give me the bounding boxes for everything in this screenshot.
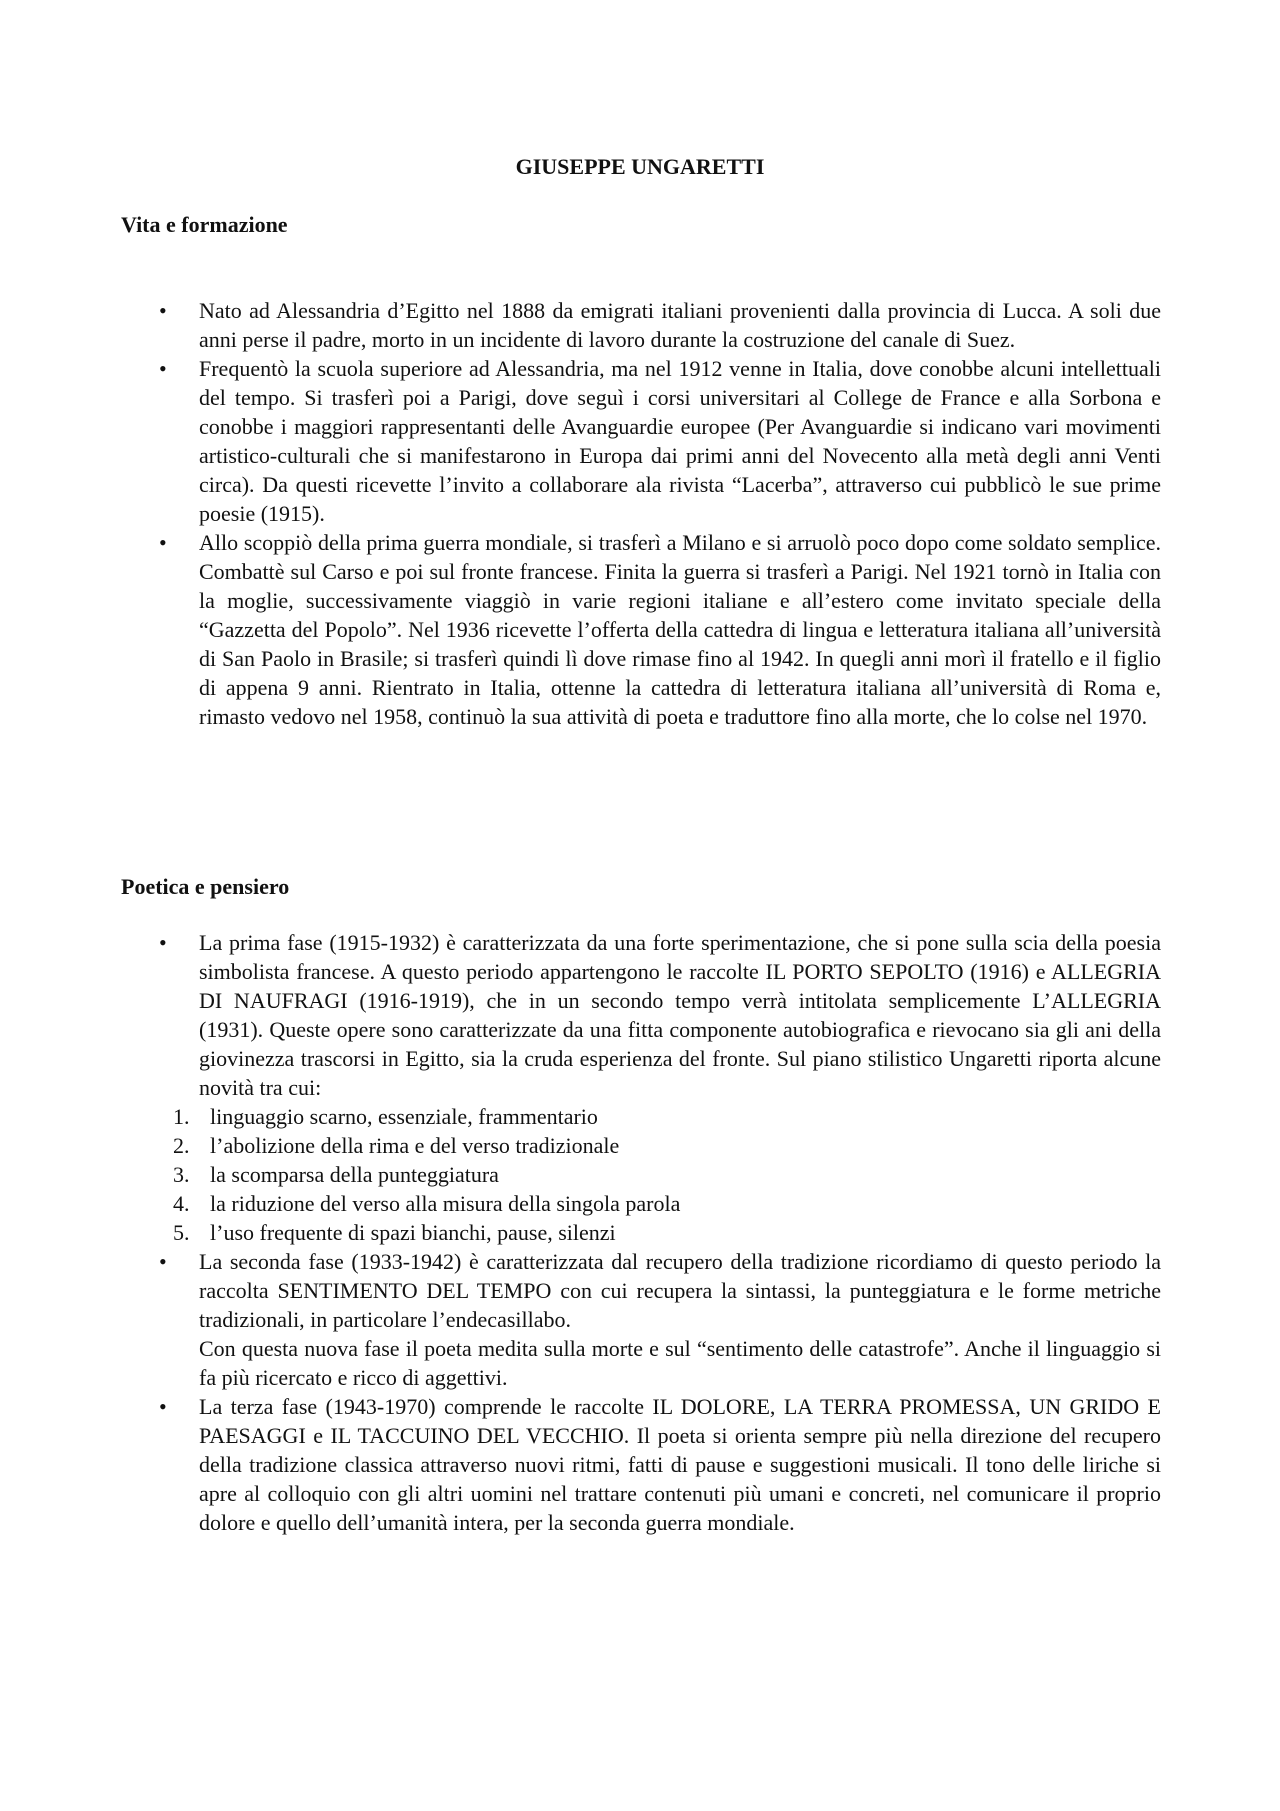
section-poetica-list — [121, 928, 1161, 1537]
list-item — [121, 528, 1161, 731]
numbered-item-text: l’abolizione della rima e del verso tradizionale — [210, 1133, 620, 1158]
list-item — [121, 1247, 1161, 1334]
numbered-item-text: la scomparsa della punteggiatura — [210, 1162, 499, 1187]
bullet-icon: • — [159, 298, 167, 323]
bullet-icon: • — [159, 1394, 167, 1419]
numbered-item — [121, 1218, 1161, 1247]
list-item — [121, 296, 1161, 354]
bullet-icon: • — [159, 356, 167, 381]
item-number: 1. — [173, 1104, 190, 1129]
list-item-continuation-text: Con questa nuova fase il poeta medita sulla morte e sul “sentimento delle catastrofe”. Anche il linguaggio si fa più ricercato e ricco di aggettivi. — [199, 1336, 1161, 1390]
list-item — [121, 354, 1161, 528]
list-item-text: La seconda fase (1933-1942) è caratterizzata dal recupero della tradizione ricordiamo di questo periodo la raccolta SENTIMENTO DEL TEMPO con cui recupera la sintassi, la punteggiatura e le forme metriche tradizionali, in particolare l’endecasillabo. — [199, 1249, 1161, 1332]
bullet-icon: • — [159, 530, 167, 555]
section-heading-vita: Vita e formazione — [121, 212, 288, 237]
item-number: 4. — [173, 1191, 190, 1216]
list-item — [121, 1392, 1161, 1537]
item-number: 3. — [173, 1162, 190, 1187]
list-item-text: La prima fase (1915-1932) è caratterizzata da una forte sperimentazione, che si pone sulla scia della poesia simbolista francese. A questo periodo appartengono le raccolte IL PORTO SEPOLTO (1916) e ALLEGRIA DI NAUFRAGI (1916-1919), che in un secondo tempo verrà intitolata semplicemente L’ALLEGRIA (1931). Queste opere sono caratterizzate da una fitta componente autobiografica e rievocano sia gli ani della giovinezza trascorsi in Egitto, sia la cruda esperienza del fronte. Sul piano stilistico Ungaretti riporta alcune novità tra cui: — [199, 930, 1161, 1100]
numbered-item-text: linguaggio scarno, essenziale, frammentario — [210, 1104, 598, 1129]
numbered-item-text: l’uso frequente di spazi bianchi, pause, silenzi — [210, 1220, 616, 1245]
section-vita-list — [121, 296, 1161, 731]
list-item-text: La terza fase (1943-1970) comprende le raccolte IL DOLORE, LA TERRA PROMESSA, UN GRIDO E PAESAGGI e IL TACCUINO DEL VECCHIO. Il poeta si orienta sempre più nella direzione del recupero della tradizione classica attraverso nuovi ritmi, fatti di pause e suggestioni musicali. Il tono delle liriche si apre al colloquio con gli altri uomini nel trattare contenuti più umani e concreti, nel comunicare il proprio dolore e quello dell’umanità intera, per la seconda guerra mondiale. — [199, 1394, 1161, 1535]
list-item-text: Allo scoppiò della prima guerra mondiale, si trasferì a Milano e si arruolò poco dopo come soldato semplice. Combattè sul Carso e poi sul fronte francese. Finita la guerra si trasferì a Parigi. Nel 1921 tornò in Italia con la moglie, successivamente viaggiò in varie regioni italiane e all’estero come invitato speciale della “Gazzetta del Popolo”. Nel 1936 ricevette l’offerta della cattedra di lingua e letteratura italiana all’università di San Paolo in Brasile; si trasferì quindi lì dove rimase fino al 1942. In quegli anni morì il fratello e il figlio di appena 9 anni. Rientrato in Italia, ottenne la cattedra di letteratura italiana all’università di Roma e, rimasto vedovo nel 1958, continuò la sua attività di poeta e traduttore fino alla morte, che lo colse nel 1970. — [199, 530, 1161, 729]
section-heading-poetica: Poetica e pensiero — [121, 874, 290, 899]
numbered-item — [121, 1102, 1161, 1131]
numbered-item — [121, 1160, 1161, 1189]
document-title: GIUSEPPE UNGARETTI — [515, 154, 765, 179]
item-number: 5. — [173, 1220, 190, 1245]
numbered-list — [121, 1102, 1161, 1247]
list-item-text: Nato ad Alessandria d’Egitto nel 1888 da emigrati italiani provenienti dalla provincia di Lucca. A soli due anni perse il padre, morto in un incidente di lavoro durante la costruzione del canale di Suez. — [199, 298, 1161, 352]
list-item — [121, 928, 1161, 1102]
bullet-icon: • — [159, 930, 167, 955]
numbered-item-text: la riduzione del verso alla misura della singola parola — [210, 1191, 681, 1216]
list-item-text: Frequentò la scuola superiore ad Alessandria, ma nel 1912 venne in Italia, dove conobbe alcuni intellettuali del tempo. Si trasferì poi a Parigi, dove seguì i corsi universitari al College de France e alla Sorbona e conobbe i maggiori rappresentanti delle Avanguardie europee (Per Avanguardie si indicano vari movimenti artistico-culturali che si manifestarono in Europa dai primi anni del Novecento alla metà degli anni Venti circa). Da questi ricevette l’invito a collaborare ala rivista “Lacerba”, attraverso cui pubblicò le sue prime poesie (1915). — [199, 356, 1161, 526]
list-item-continuation — [121, 1334, 1161, 1392]
bullet-icon: • — [159, 1249, 167, 1274]
numbered-item — [121, 1189, 1161, 1218]
item-number: 2. — [173, 1133, 190, 1158]
numbered-item — [121, 1131, 1161, 1160]
